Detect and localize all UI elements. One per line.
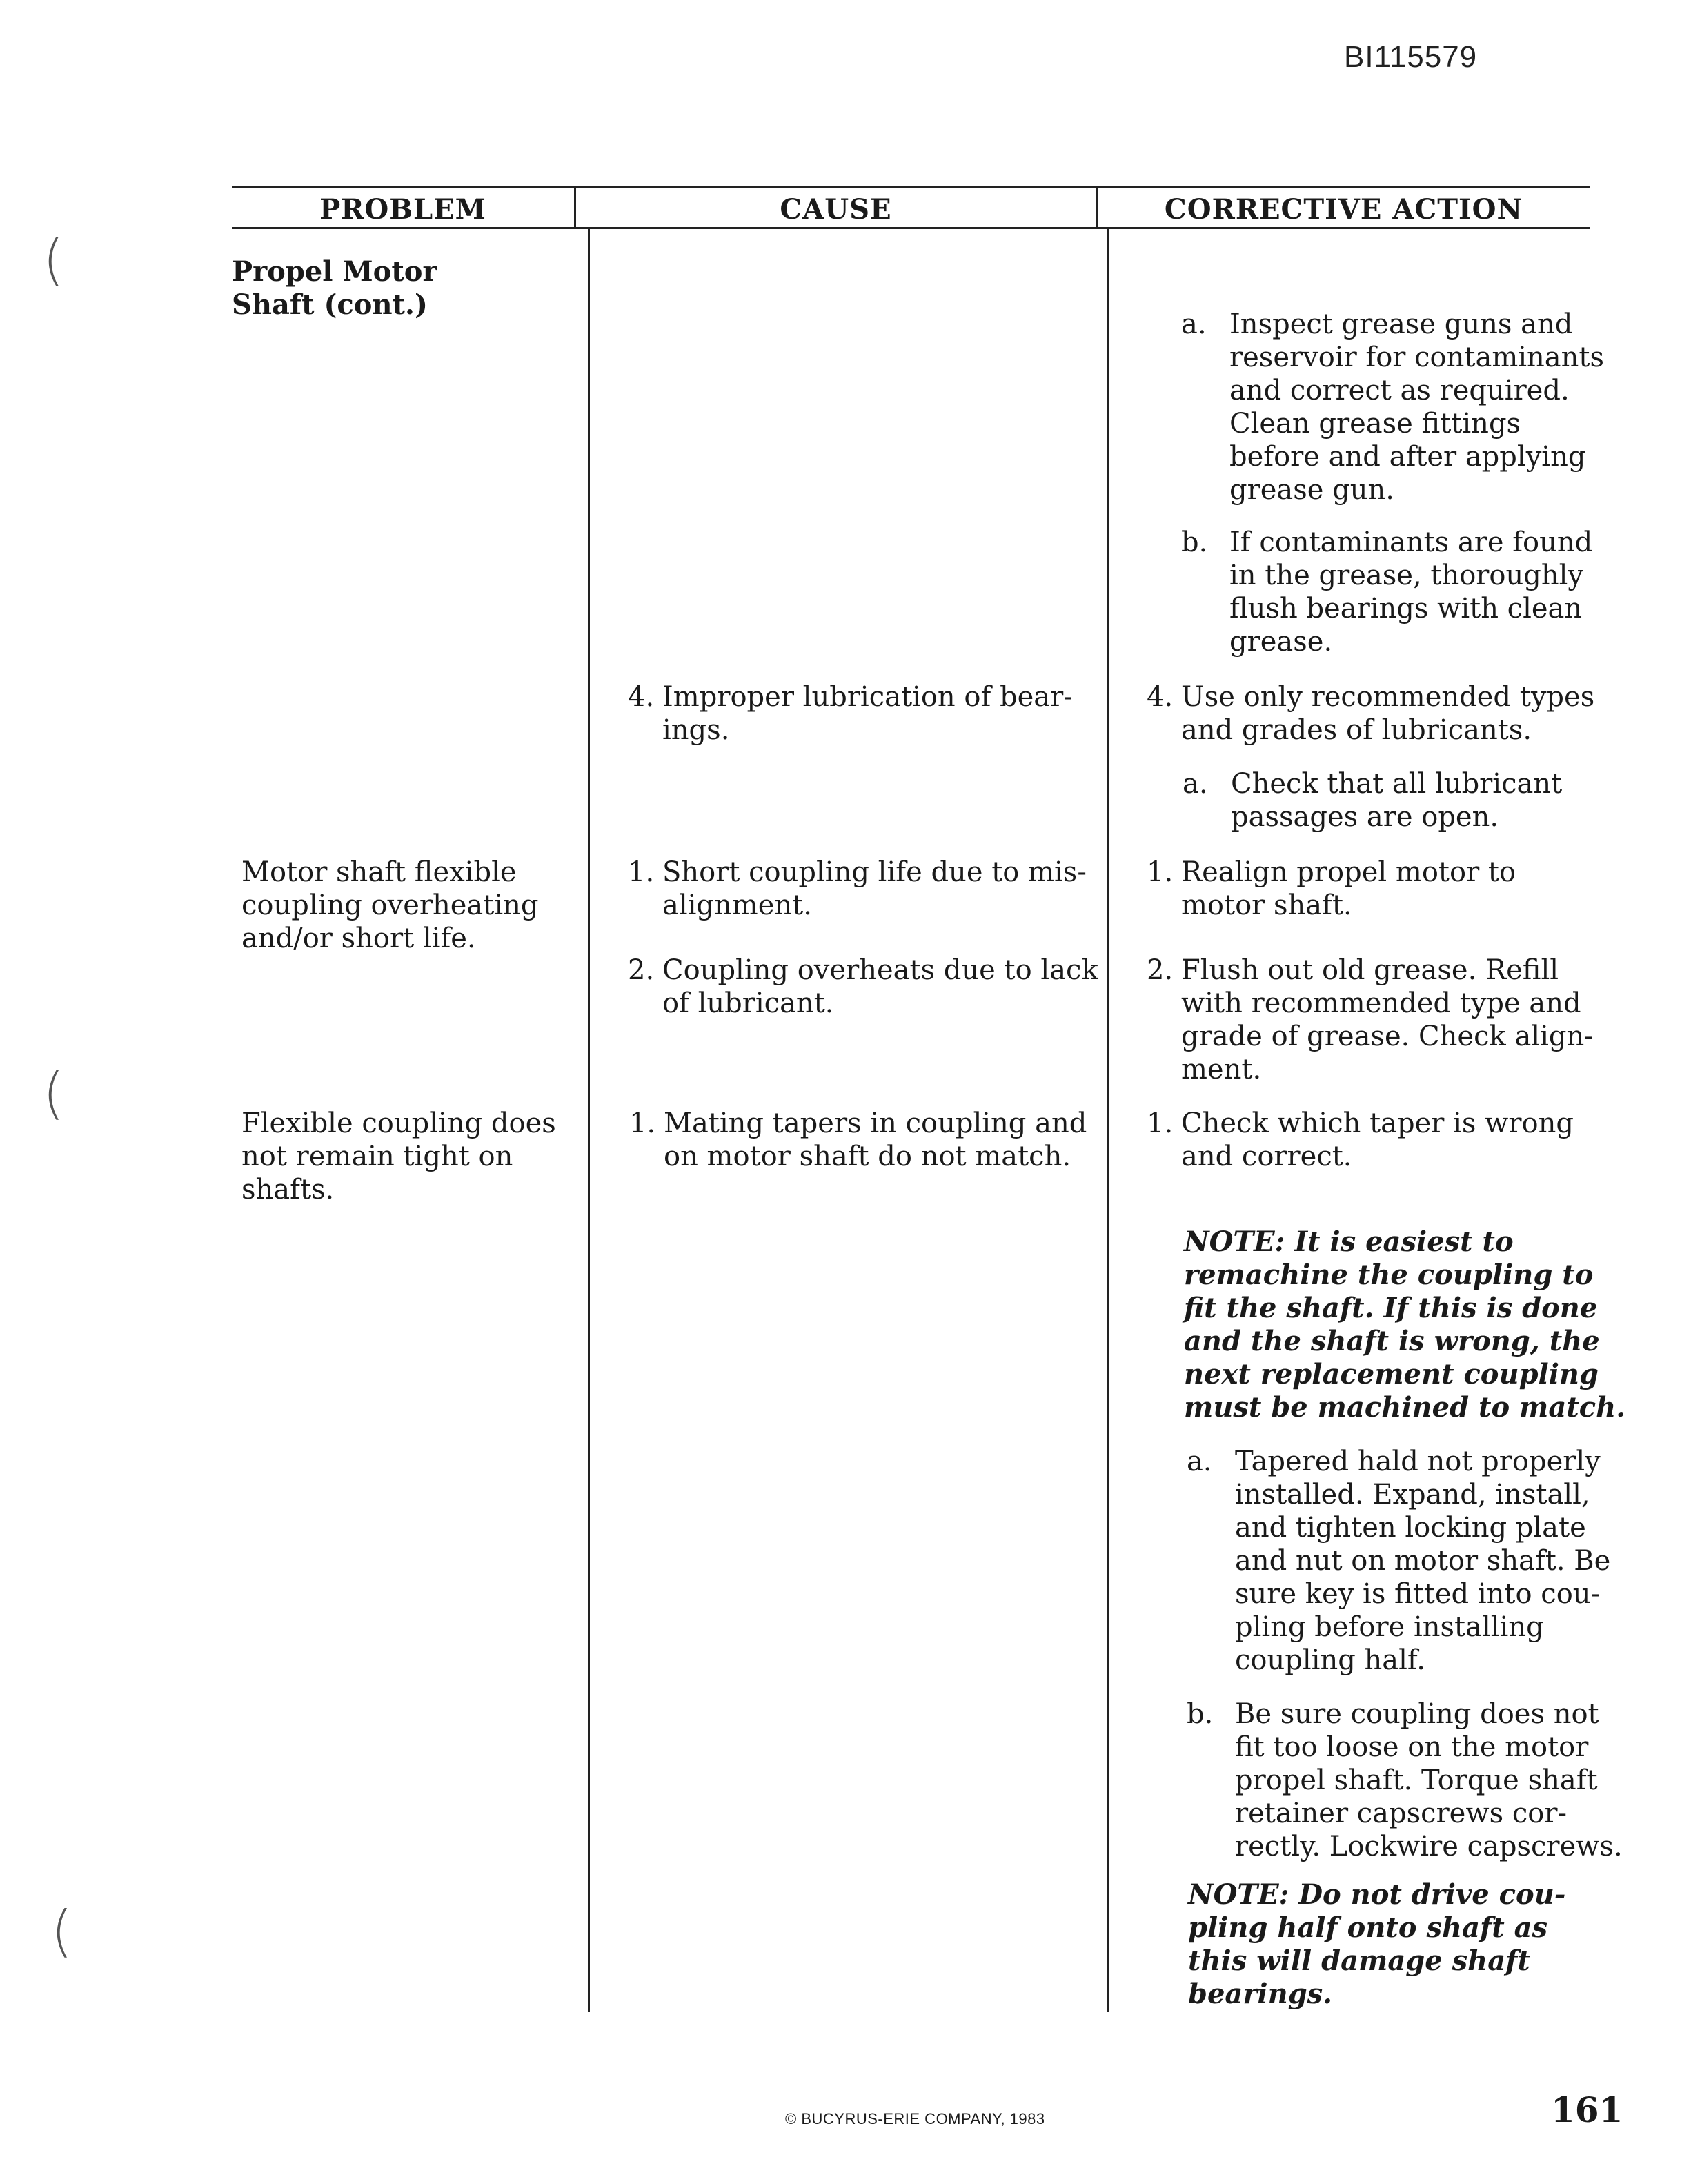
action-2-1-text: Realign propel motor to motor shaft.	[1181, 856, 1516, 921]
action-3-1-number: 1.	[1147, 1108, 1174, 1139]
action-2-2-text: Flush out old grease. Refill with recommended type and grade of grease. Check align- ment.	[1181, 954, 1594, 1085]
action-2-2-number: 2.	[1147, 954, 1174, 986]
cause-4-number: 4.	[628, 681, 655, 713]
action-3b-letter: b.	[1187, 1698, 1214, 1730]
problem-coupling-not-tight: Flexible coupling does not remain tight on shafts.	[241, 1108, 556, 1206]
action-3-1-text: Check which taper is wrong and correct.	[1181, 1108, 1574, 1172]
action-1b-letter: b.	[1181, 527, 1208, 558]
document-id: BI115579	[1344, 40, 1478, 74]
header-corrective-action: CORRECTIVE ACTION	[1164, 193, 1523, 226]
binder-hole-mark-top: (	[43, 228, 65, 292]
action-4-number: 4.	[1147, 681, 1174, 713]
action-4-text: Use only recommended types and grades of lubricants.	[1181, 681, 1595, 746]
cause-4-text: Improper lubrication of bear- ings.	[662, 681, 1073, 746]
copyright-footer: © BUCYRUS-ERIE COMPANY, 1983	[785, 2110, 1045, 2127]
action-3a-letter: a.	[1187, 1446, 1212, 1477]
header-cause: CAUSE	[780, 193, 892, 226]
action-3b-text: Be sure coupling does not fit too loose on the motor propel shaft. Torque shaft retainer capscrews cor- rectly. Lockwire capscrews.	[1235, 1698, 1623, 1862]
cause-3-1-number: 1.	[629, 1108, 656, 1139]
cause-2-2-number: 2.	[628, 954, 655, 986]
note-remachine-coupling: NOTE: It is easiest to remachine the coupling to fit the shaft. If this is done and the shaft is wrong, the next replacement coupling must be machined to match.	[1184, 1226, 1626, 1424]
cause-3-1-text: Mating tapers in coupling and on motor shaft do not match.	[664, 1108, 1087, 1172]
note-do-not-drive-coupling: NOTE: Do not drive cou- pling half onto shaft as this will damage shaft bearings.	[1188, 1878, 1566, 2010]
header-problem: PROBLEM	[319, 193, 486, 226]
action-2-1-number: 1.	[1147, 856, 1174, 888]
action-3a-text: Tapered hald not properly installed. Expand, install, and tighten locking plate and nut on motor shaft. Be sure key is fitted into cou- pling before installing coupling half.	[1235, 1446, 1611, 1676]
action-1a-text: Inspect grease guns and reservoir for contaminants and correct as required. Clean grease fittings before and after applying grease gun.	[1229, 308, 1605, 506]
table-top-rule	[232, 186, 1590, 188]
cause-2-1-text: Short coupling life due to mis- alignment.	[662, 856, 1087, 921]
cause-2-1-number: 1.	[628, 856, 655, 888]
action-4a-letter: a.	[1183, 768, 1208, 800]
page-number: 161	[1551, 2089, 1623, 2130]
problem-coupling-overheating: Motor shaft flexible coupling overheating and/or short life.	[241, 856, 539, 954]
column-divider-1-lower	[588, 228, 590, 2012]
table-header-rule	[232, 227, 1590, 229]
binder-hole-mark-bottom: (	[51, 1899, 73, 1963]
action-4a-text: Check that all lubricant passages are open.	[1231, 768, 1563, 833]
binder-hole-mark-middle: (	[43, 1061, 65, 1125]
problem-propel-motor-shaft: Propel Motor Shaft (cont.)	[232, 255, 437, 321]
action-1b-text: If contaminants are found in the grease, thoroughly flush bearings with clean grease.	[1229, 527, 1593, 658]
column-divider-2-lower	[1107, 228, 1109, 2012]
cause-2-2-text: Coupling overheats due to lack of lubricant.	[662, 954, 1098, 1019]
action-1a-letter: a.	[1181, 308, 1207, 340]
